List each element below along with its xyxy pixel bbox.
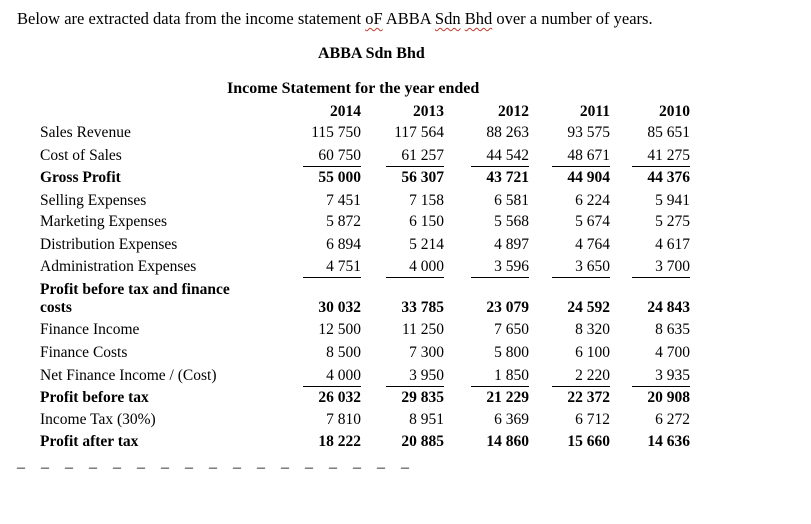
cell-r11-c1: 29 835 xyxy=(401,389,444,406)
intro-text xyxy=(17,9,653,29)
cell-r12-c3: 6 712 xyxy=(575,411,610,428)
cell-r1-c0: 60 750 xyxy=(303,147,361,167)
year-header-1: 2013 xyxy=(413,103,444,120)
cell-r5-c3: 4 764 xyxy=(575,236,610,253)
cell-r9-c0: 8 500 xyxy=(326,344,361,361)
cell-r2-c0: 55 000 xyxy=(318,169,361,186)
cell-r2-c3: 44 904 xyxy=(567,169,610,186)
intro-text-start: Below are extracted data from the income statement xyxy=(17,9,366,28)
row-label-4: Marketing Expenses xyxy=(40,213,167,230)
cell-r6-c4: 3 700 xyxy=(632,258,690,278)
cell-r3-c1: 7 158 xyxy=(409,192,444,209)
year-header-2: 2012 xyxy=(498,103,529,120)
cell-r10-c1: 3 950 xyxy=(386,367,444,387)
cell-r8-c0: 12 500 xyxy=(318,321,361,338)
row-label-13: Profit after tax xyxy=(40,433,139,450)
cell-r0-c3: 93 575 xyxy=(567,124,610,141)
cell-r5-c2: 4 897 xyxy=(494,236,529,253)
cell-r0-c4: 85 651 xyxy=(647,124,690,141)
cell-r2-c2: 43 721 xyxy=(486,169,529,186)
cell-r8-c2: 7 650 xyxy=(494,321,529,338)
cell-r2-c1: 56 307 xyxy=(401,169,444,186)
intro-word-abba: ABBA xyxy=(385,9,431,28)
cell-r0-c2: 88 263 xyxy=(486,124,529,141)
cutoff-text-fragment: – – – – – – – – – – – – – – – – – xyxy=(17,459,415,476)
cell-r7-c2: 23 079 xyxy=(486,299,529,316)
intro-word-bhd: Bhd xyxy=(464,9,493,28)
cell-r8-c1: 11 250 xyxy=(401,321,444,338)
cell-r3-c4: 5 941 xyxy=(655,192,690,209)
row-label-5: Distribution Expenses xyxy=(40,236,178,253)
company-name: ABBA Sdn Bhd xyxy=(318,45,425,62)
cell-r7-c4: 24 843 xyxy=(647,299,690,316)
cell-r13-c3: 15 660 xyxy=(567,433,610,450)
cell-r6-c1: 4 000 xyxy=(386,258,444,278)
row-label-8: Finance Income xyxy=(40,321,140,338)
cell-r4-c4: 5 275 xyxy=(655,213,690,230)
cell-r5-c0: 6 894 xyxy=(326,236,361,253)
cell-r5-c4: 4 617 xyxy=(655,236,690,253)
cell-r3-c0: 7 451 xyxy=(326,192,361,209)
statement-title: Income Statement for the year ended xyxy=(227,80,480,97)
cell-r12-c4: 6 272 xyxy=(655,411,690,428)
row-label-2: Gross Profit xyxy=(40,169,121,186)
row-label-9: Finance Costs xyxy=(40,344,128,361)
cell-r9-c3: 6 100 xyxy=(575,344,610,361)
cell-r5-c1: 5 214 xyxy=(409,236,444,253)
intro-word-sdn: Sdn xyxy=(434,9,461,28)
cell-r11-c3: 22 372 xyxy=(567,389,610,406)
cell-r7-c1: 33 785 xyxy=(401,299,444,316)
row-label-cont-7: costs xyxy=(40,299,72,316)
intro-word-of: oF xyxy=(365,9,383,28)
cell-r13-c4: 14 636 xyxy=(647,433,690,450)
cell-r0-c0: 115 750 xyxy=(311,124,361,141)
cell-r13-c2: 14 860 xyxy=(486,433,529,450)
cell-r4-c2: 5 568 xyxy=(494,213,529,230)
cell-r11-c4: 20 908 xyxy=(647,389,690,406)
cell-r6-c2: 3 596 xyxy=(471,258,529,278)
cell-r1-c3: 48 671 xyxy=(552,147,610,167)
cell-r8-c4: 8 635 xyxy=(655,321,690,338)
cell-r12-c0: 7 810 xyxy=(326,411,361,428)
row-label-12: Income Tax (30%) xyxy=(40,411,156,428)
row-label-10: Net Finance Income / (Cost) xyxy=(40,367,217,384)
cell-r11-c2: 21 229 xyxy=(486,389,529,406)
cell-r9-c2: 5 800 xyxy=(494,344,529,361)
row-label-7: Profit before tax and finance xyxy=(40,281,230,298)
cell-r1-c2: 44 542 xyxy=(471,147,529,167)
cell-r7-c0: 30 032 xyxy=(318,299,361,316)
cell-r3-c3: 6 224 xyxy=(575,192,610,209)
cell-r4-c3: 5 674 xyxy=(575,213,610,230)
cell-r6-c3: 3 650 xyxy=(552,258,610,278)
cell-r13-c1: 20 885 xyxy=(401,433,444,450)
cell-r10-c4: 3 935 xyxy=(632,367,690,387)
cell-r3-c2: 6 581 xyxy=(494,192,529,209)
row-label-11: Profit before tax xyxy=(40,389,149,406)
cell-r0-c1: 117 564 xyxy=(394,124,444,141)
cell-r9-c4: 4 700 xyxy=(655,344,690,361)
cell-r4-c1: 6 150 xyxy=(409,213,444,230)
cell-r9-c1: 7 300 xyxy=(409,344,444,361)
cell-r2-c4: 44 376 xyxy=(647,169,690,186)
cell-r10-c2: 1 850 xyxy=(471,367,529,387)
cell-r11-c0: 26 032 xyxy=(318,389,361,406)
row-label-1: Cost of Sales xyxy=(40,147,122,164)
cell-r10-c3: 2 220 xyxy=(552,367,610,387)
intro-text-end: over a number of years. xyxy=(492,9,653,28)
cell-r4-c0: 5 872 xyxy=(326,213,361,230)
cell-r1-c4: 41 275 xyxy=(632,147,690,167)
cell-r6-c0: 4 751 xyxy=(303,258,361,278)
cell-r13-c0: 18 222 xyxy=(318,433,361,450)
cell-r8-c3: 8 320 xyxy=(575,321,610,338)
cell-r7-c3: 24 592 xyxy=(567,299,610,316)
year-header-0: 2014 xyxy=(330,103,361,120)
row-label-6: Administration Expenses xyxy=(40,258,197,275)
cell-r1-c1: 61 257 xyxy=(386,147,444,167)
year-header-3: 2011 xyxy=(579,103,610,120)
row-label-3: Selling Expenses xyxy=(40,192,147,209)
cell-r12-c1: 8 951 xyxy=(409,411,444,428)
year-header-4: 2010 xyxy=(659,103,690,120)
cell-r10-c0: 4 000 xyxy=(303,367,361,387)
row-label-0: Sales Revenue xyxy=(40,124,131,141)
cell-r12-c2: 6 369 xyxy=(494,411,529,428)
